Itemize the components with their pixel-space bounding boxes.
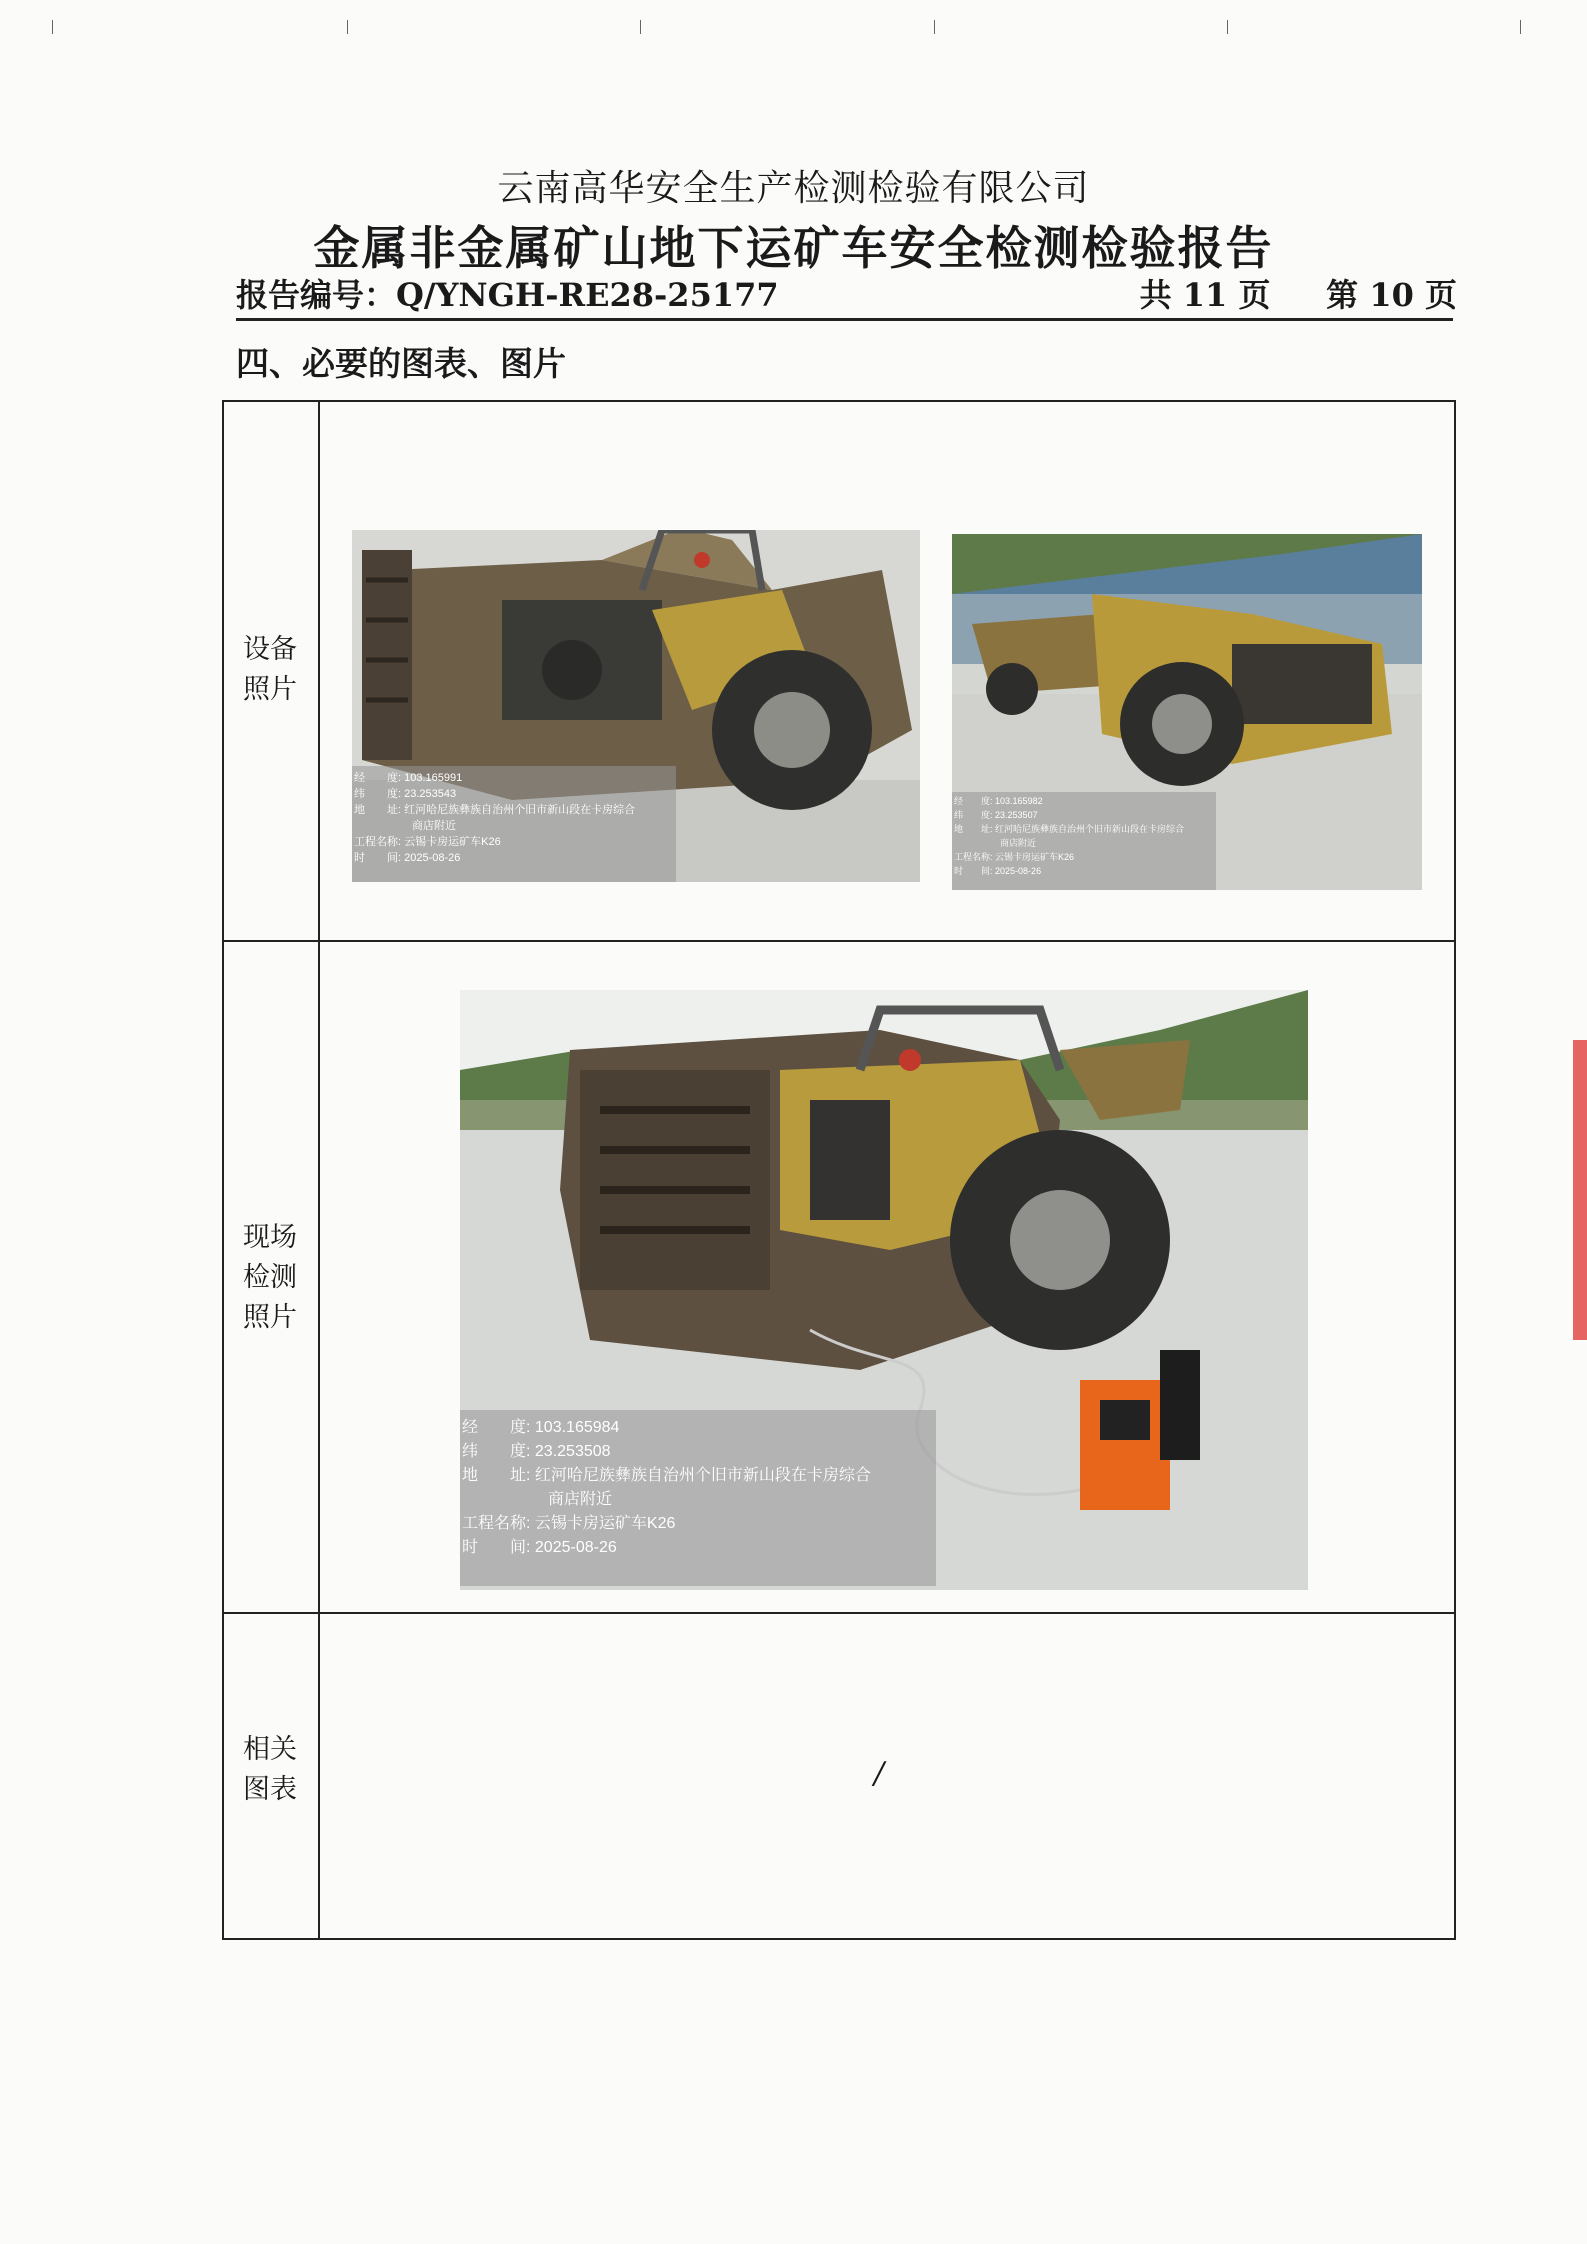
watermark-line: 商店附近 xyxy=(412,820,456,832)
watermark-line: 工程名称: 云锡卡房运矿车K26 xyxy=(462,1515,676,1532)
table-row-divider xyxy=(222,940,1454,942)
table-row-divider xyxy=(222,1612,1454,1614)
equipment-photo-right xyxy=(952,534,1422,890)
watermark-line: 工程名称: 云锡卡房运矿车K26 xyxy=(954,852,1075,862)
gps-watermark xyxy=(952,792,1216,890)
watermark-line: 纬 度: 23.253508 xyxy=(462,1443,611,1460)
scan-mark xyxy=(347,20,348,34)
watermark-line: 纬 度: 23.253507 xyxy=(954,810,1038,820)
table-divider xyxy=(318,400,320,1938)
company-name: 云南高华安全生产检测检验有限公司 xyxy=(497,168,1090,209)
equipment-photo-left xyxy=(352,530,920,882)
watermark-line: 工程名称: 云锡卡房运矿车K26 xyxy=(354,836,501,848)
header-rule xyxy=(236,318,1453,321)
charts-empty-mark: / xyxy=(874,1756,885,1791)
watermark-line: 地 址: 红河哈尼族彝族自治州个旧市新山段在卡房综合 xyxy=(462,1467,871,1484)
watermark-line: 商店附近 xyxy=(548,1491,613,1508)
site-inspection-photo xyxy=(460,990,1308,1590)
watermark-line: 经 度: 103.165984 xyxy=(462,1419,620,1436)
watermark-line: 经 度: 103.165982 xyxy=(954,796,1043,806)
gps-watermark xyxy=(352,766,676,882)
report-number: 报告编号：Q/YNGH-RE28-25177 xyxy=(236,276,779,314)
watermark-line: 商店附近 xyxy=(1000,838,1037,848)
scan-mark xyxy=(1227,20,1228,34)
scan-mark xyxy=(934,20,935,34)
watermark-line: 地 址: 红河哈尼族彝族自治州个旧市新山段在卡房综合 xyxy=(954,824,1185,834)
gps-watermark xyxy=(460,1410,936,1586)
watermark-line: 地 址: 红河哈尼族彝族自治州个旧市新山段在卡房综合 xyxy=(354,804,636,816)
watermark-line: 时 间: 2025-08-26 xyxy=(954,866,1042,876)
watermark-line: 时 间: 2025-08-26 xyxy=(354,852,461,864)
scan-mark xyxy=(640,20,641,34)
watermark-line: 经 度: 103.165991 xyxy=(354,772,463,784)
report-title: 金属非金属矿山地下运矿车安全检测检验报告 xyxy=(313,221,1274,275)
row-label-charts: 相关 图表 xyxy=(243,1734,297,1805)
page-count xyxy=(1140,270,1457,316)
watermark-line: 时 间: 2025-08-26 xyxy=(462,1539,617,1556)
seal-stamp-fragment xyxy=(1573,1040,1587,1340)
row-label-equipment-photo: 设备 照片 xyxy=(243,634,297,705)
scan-mark xyxy=(1520,20,1521,34)
total-pages: 共 11 页 xyxy=(1139,276,1271,314)
scan-mark xyxy=(52,20,53,34)
page-number: 第 10 页 xyxy=(1326,276,1457,314)
watermark-line: 纬 度: 23.253543 xyxy=(354,788,457,800)
section-title: 四、必要的图表、图片 xyxy=(236,344,566,383)
row-label-site-photo: 现场 检测 照片 xyxy=(243,1222,297,1333)
